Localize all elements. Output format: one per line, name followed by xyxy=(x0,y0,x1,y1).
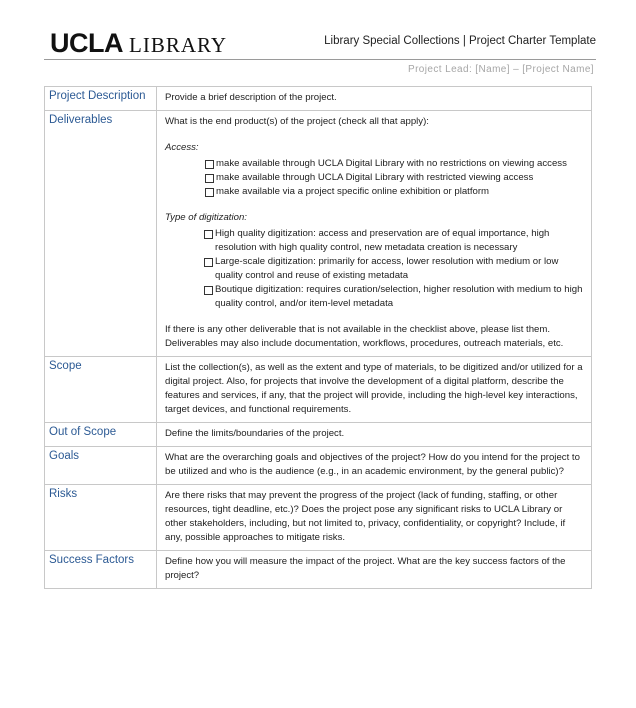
row-content-goals[interactable] xyxy=(157,447,592,485)
digitization-option xyxy=(165,283,583,311)
charter-table xyxy=(44,86,592,589)
checkbox[interactable] xyxy=(204,230,213,239)
option-label: Boutique digitization: requires curation/selection, higher resolution with medium to high quality control, and/or item-level metadata xyxy=(215,284,583,309)
digitization-option xyxy=(165,255,583,283)
option-label: make available via a project specific online exhibition or platform xyxy=(216,186,490,197)
digitization-options xyxy=(165,227,583,311)
header-divider xyxy=(44,59,596,60)
option-label: High quality digitization: access and preservation are of equal importance, high resolution with high quality control, new metadata creation is necessary xyxy=(215,228,550,253)
row-label-risks: Risks xyxy=(45,485,157,551)
access-option xyxy=(165,185,583,199)
scope-text: List the collection(s), as well as the extent and type of materials, to be digitized and/or utilized for a digital project. Also, for projects that involve the development of a digital platform, describe the features and services, if any, that the project will provide, including the high-level key interactions, target devices, and functional requirements. xyxy=(165,362,583,415)
deliverables-intro: What is the end product(s) of the project (check all that apply): xyxy=(165,116,429,127)
checkbox[interactable] xyxy=(205,188,214,197)
row-label-out-of-scope: Out of Scope xyxy=(45,423,157,447)
row-content-scope[interactable] xyxy=(157,357,592,423)
row-content-success-factors[interactable] xyxy=(157,551,592,589)
goals-text: What are the overarching goals and objectives of the project? How do you intend for the project to be utilized and who is the audience (e.g., in an academic environment, by the general public)? xyxy=(165,452,580,477)
access-heading: Access: xyxy=(165,142,199,153)
description-text: Provide a brief description of the project. xyxy=(165,92,337,103)
option-label: make available through UCLA Digital Library with restricted viewing access xyxy=(216,172,534,183)
checkbox[interactable] xyxy=(204,286,213,295)
row-label-description: Project Description xyxy=(45,87,157,111)
deliverables-note: If there is any other deliverable that is not available in the checklist above, please list them. Deliverables may also include documentation, workflows, procedures, outreach materials, etc. xyxy=(165,324,564,349)
checkbox[interactable] xyxy=(205,174,214,183)
ucla-library-logo xyxy=(50,28,227,60)
row-label-scope: Scope xyxy=(45,357,157,423)
row-content-out-of-scope[interactable] xyxy=(157,423,592,447)
risks-text: Are there risks that may prevent the progress of the project (lack of funding, staffing, or other resources, tight deadline, etc.)? Does the project pose any significant risks to UCLA Library or other stakeholders, including, but not limited to, privacy, confidentiality, or copyright? Include, if any, possible approaches to mitigate risks. xyxy=(165,490,566,543)
digitization-option xyxy=(165,227,583,255)
row-content-deliverables[interactable] xyxy=(157,111,592,357)
table-row xyxy=(45,111,592,357)
row-label-success-factors: Success Factors xyxy=(45,551,157,589)
out-of-scope-text: Define the limits/boundaries of the project. xyxy=(165,428,345,439)
document-title: Library Special Collections | Project Charter Template xyxy=(324,35,596,47)
option-label: Large-scale digitization: primarily for access, lower resolution with medium or low quality control and reuse of existing metadata xyxy=(215,256,559,281)
project-lead: Project Lead: [Name] – [Project Name] xyxy=(408,64,594,75)
checkbox[interactable] xyxy=(204,258,213,267)
access-option xyxy=(165,157,583,171)
table-row xyxy=(45,485,592,551)
option-label: make available through UCLA Digital Library with no restrictions on viewing access xyxy=(216,158,567,169)
table-row xyxy=(45,423,592,447)
row-label-deliverables: Deliverables xyxy=(45,111,157,357)
row-content-risks[interactable] xyxy=(157,485,592,551)
table-row xyxy=(45,87,592,111)
table-row xyxy=(45,357,592,423)
digitization-heading: Type of digitization: xyxy=(165,212,247,223)
table-row xyxy=(45,551,592,589)
page-header xyxy=(44,20,596,60)
success-factors-text: Define how you will measure the impact of the project. What are the key success factors of the project? xyxy=(165,556,566,581)
logo-library: LIBRARY xyxy=(129,33,228,57)
access-options xyxy=(165,157,583,199)
logo-ucla: UCLA xyxy=(50,28,123,58)
checkbox[interactable] xyxy=(205,160,214,169)
row-label-goals: Goals xyxy=(45,447,157,485)
row-content-description[interactable] xyxy=(157,87,592,111)
table-row xyxy=(45,447,592,485)
access-option xyxy=(165,171,583,185)
